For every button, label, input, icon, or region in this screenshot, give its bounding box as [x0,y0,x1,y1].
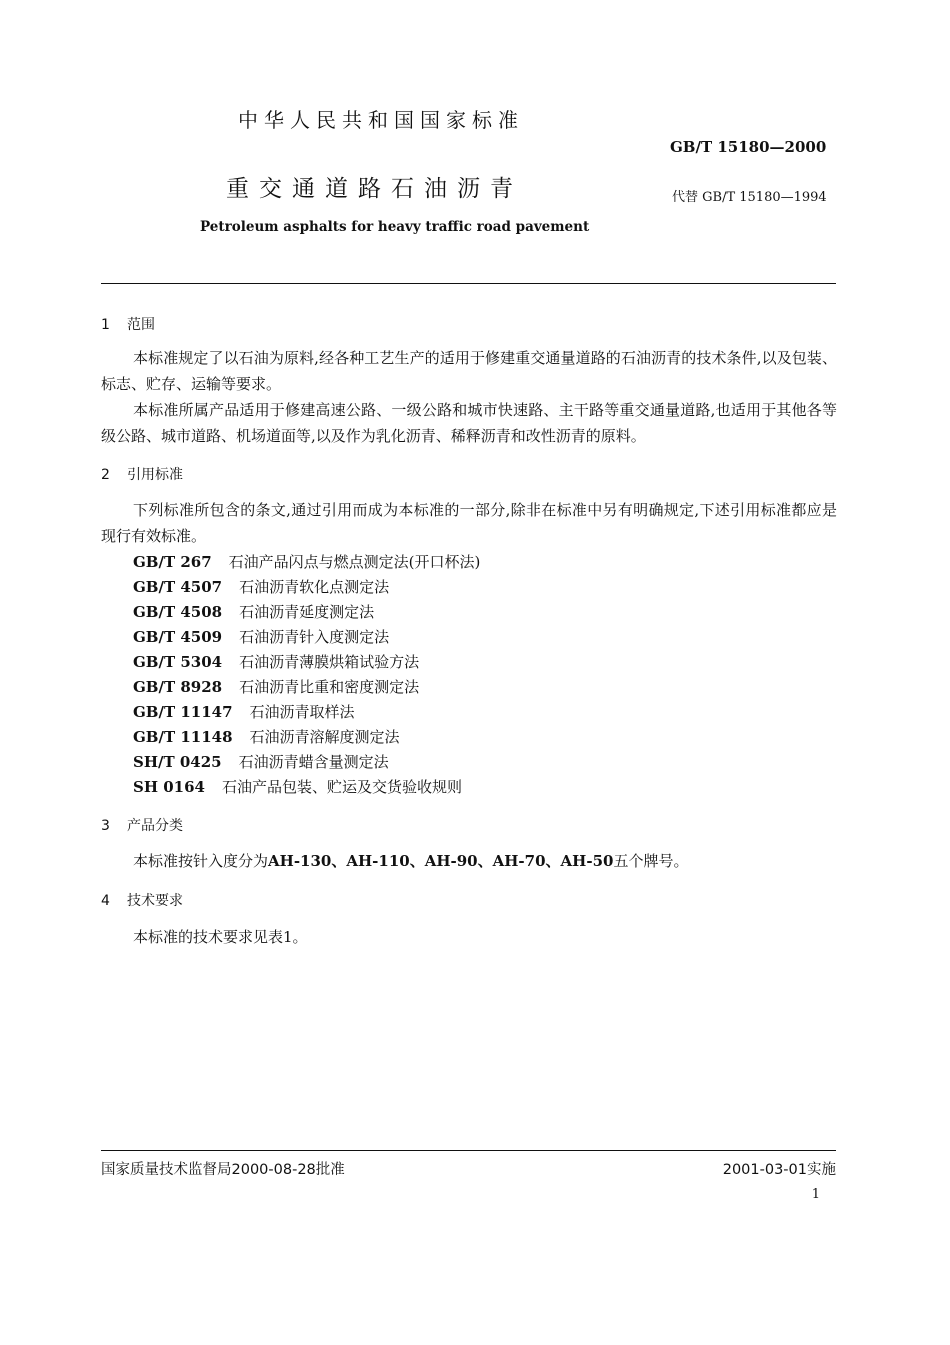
standard-code: GB/T 15180—2000 [670,138,827,156]
reference-title: 石油沥青针入度测定法 [239,628,390,646]
reference-item [133,676,419,697]
reference-code: SH 0164 [133,778,205,796]
section-title: 技术要求 [127,893,183,909]
reference-code: GB/T 11148 [133,728,233,746]
section-1-paragraph-2: 本标准所属产品适用于修建高速公路、一级公路和城市快速路、主干路等重交通量道路,也适用于其他各等级公路、城市道路、机场道面等,以及作为乳化沥青、稀释沥青和改性沥青的原料。 [101,401,837,445]
reference-item [133,551,480,572]
replaces-standard: 代替 GB/T 15180—1994 [672,190,827,205]
section-3-paragraph [101,848,837,874]
section-title: 产品分类 [127,818,183,834]
effective-date: 2001-03-01实施 [722,1162,836,1178]
reference-item [133,651,419,672]
section-title: 引用标准 [127,467,183,483]
section-4-heading [101,890,183,910]
reference-title: 石油产品包装、贮运及交货验收规则 [221,778,462,796]
header-divider [101,283,836,284]
footer-divider [101,1150,836,1151]
reference-code: GB/T 4509 [133,628,223,646]
reference-code: GB/T 4508 [133,603,223,621]
reference-title: 石油沥青延度测定法 [239,603,375,621]
reference-title: 石油沥青薄膜烘箱试验方法 [239,653,420,671]
grade-list: AH-130、AH-110、AH-90、AH-70、AH-50 [268,852,614,870]
reference-code: SH/T 0425 [133,753,222,771]
section-1-paragraph-1: 本标准规定了以石油为原料,经各种工艺生产的适用于修建重交通量道路的石油沥青的技术条件,以及包装、标志、贮存、运输等要求。 [101,349,837,393]
reference-code: GB/T 11147 [133,703,233,721]
reference-item [133,726,400,747]
reference-item [133,701,355,722]
page-number: 1 [811,1187,820,1202]
classification-text-end: 五个牌号。 [613,852,689,870]
reference-item [133,576,389,597]
reference-code: GB/T 5304 [133,653,223,671]
standard-title: 重交通道路石油沥青 [226,176,523,202]
national-standard-title: 中华人民共和国国家标准 [238,108,524,132]
section-number: 1 [101,317,110,333]
reference-code: GB/T 4507 [133,578,223,596]
section-4-paragraph: 本标准的技术要求见表1。 [133,928,308,946]
reference-title: 石油产品闪点与燃点测定法(开口杯法) [228,553,481,571]
reference-title: 石油沥青软化点测定法 [239,578,390,596]
approval-statement: 国家质量技术监督局2000-08-28批准 [101,1162,345,1178]
section-2-heading [101,464,183,484]
section-3-heading [101,815,183,835]
section-number: 2 [101,467,110,483]
reference-code: GB/T 267 [133,553,212,571]
section-title: 范围 [127,317,155,333]
section-1-heading [101,314,155,334]
section-2-intro: 下列标准所包含的条文,通过引用而成为本标准的一部分,除非在标准中另有明确规定,下述引用标准都应是现行有效标准。 [101,501,837,545]
reference-item [133,751,389,772]
reference-title: 石油沥青比重和密度测定法 [239,678,420,696]
reference-item [133,601,374,622]
reference-title: 石油沥青取样法 [249,703,355,721]
reference-item [133,626,389,647]
reference-title: 石油沥青蜡含量测定法 [238,753,389,771]
classification-text: 本标准按针入度分为 [133,852,269,870]
reference-title: 石油沥青溶解度测定法 [249,728,400,746]
reference-code: GB/T 8928 [133,678,223,696]
reference-item [133,776,462,797]
section-number: 4 [101,893,110,909]
section-number: 3 [101,818,110,834]
english-title: Petroleum asphalts for heavy traffic road pavement [200,219,590,235]
